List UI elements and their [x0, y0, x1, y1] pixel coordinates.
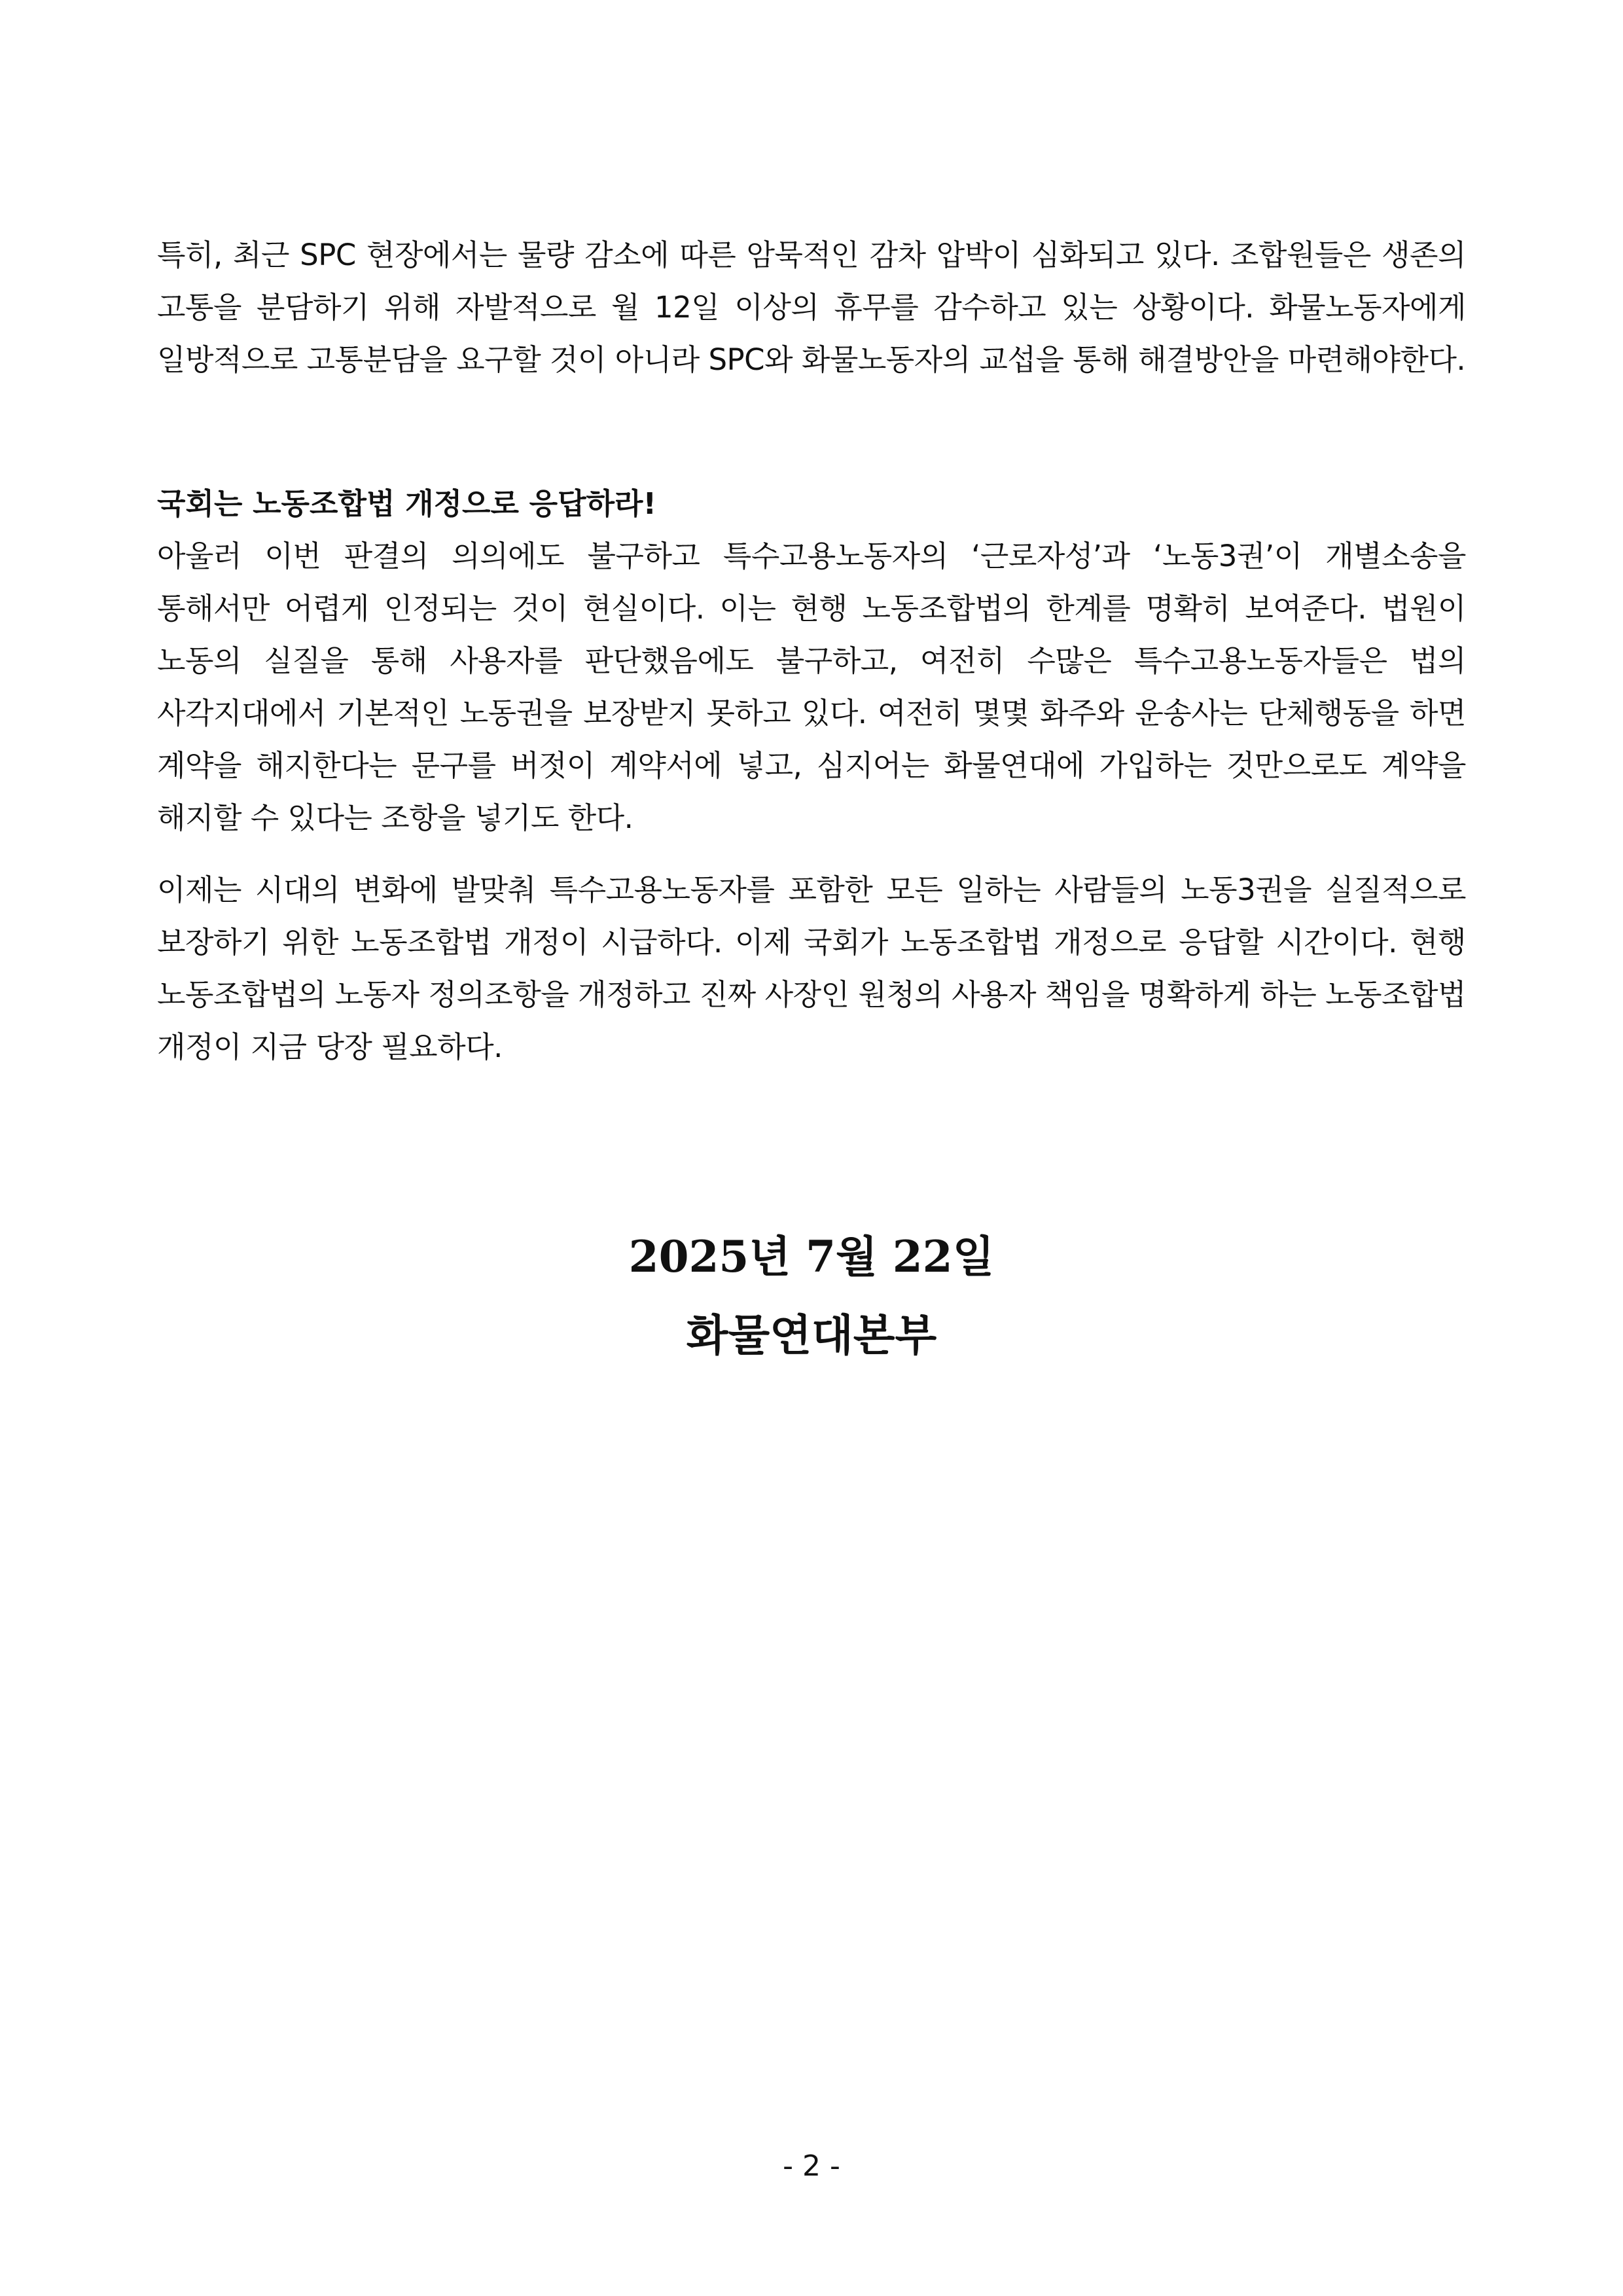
paragraph-spc-pressure: 특히, 최근 SPC 현장에서는 물량 감소에 따른 암묵적인 감차 압박이 심화되고 있다. 조합원들은 생존의 고통을 분담하기 위해 자발적으로 월 12일 이상의 휴무를 감수하고 있는 상황이다. 화물노동자에게 일방적으로 고통분담을 요구할 것이 아니라 SPC와 화물노동자의 교섭을 통해 해결방안을 마련해야한다.	[157, 238, 1466, 377]
paragraph-labor-law-limits: 아울러 이번 판결의 의의에도 불구하고 특수고용노동자의 ‘근로자성’과 ‘노동3권’이 개별소송을 통해서만 어렵게 인정되는 것이 현실이다. 이는 현행 노동조합법의 한계를 명확히 보여준다. 법원이 노동의 실질을 통해 사용자를 판단했음에도 불구하고, 여전히 수많은 특수고용노동자들은 법의 사각지대에서 기본적인 노동권을 보장받지 못하고 있다. 여전히 몇몇 화주와 운송사는 단체행동을 하면 계약을 해지한다는 문구를 버젓이 계약서에 넣고, 심지어는 화물연대에 가입하는 것만으로도 계약을 해지할 수 있다는 조항을 넣기도 한다.	[157, 539, 1466, 835]
statement-date: 2025년 7월 22일	[628, 1231, 995, 1282]
section-heading: 국회는 노동조합법 개정으로 응답하라!	[157, 486, 657, 521]
issuing-organization: 화물연대본부	[686, 1310, 937, 1361]
paragraph-law-revision-demand: 이제는 시대의 변화에 발맞춰 특수고용노동자를 포함한 모든 일하는 사람들의 노동3권을 실질적으로 보장하기 위한 노동조합법 개정이 시급하다. 이제 국회가 노동조합법 개정으로 응답할 시간이다. 현행 노동조합법의 노동자 정의조항을 개정하고 진짜 사장인 원청의 사용자 책임을 명확하게 하는 노동조합법 개정이 지금 당장 필요하다.	[157, 872, 1466, 1064]
page-number: - 2 -	[783, 2149, 840, 2183]
